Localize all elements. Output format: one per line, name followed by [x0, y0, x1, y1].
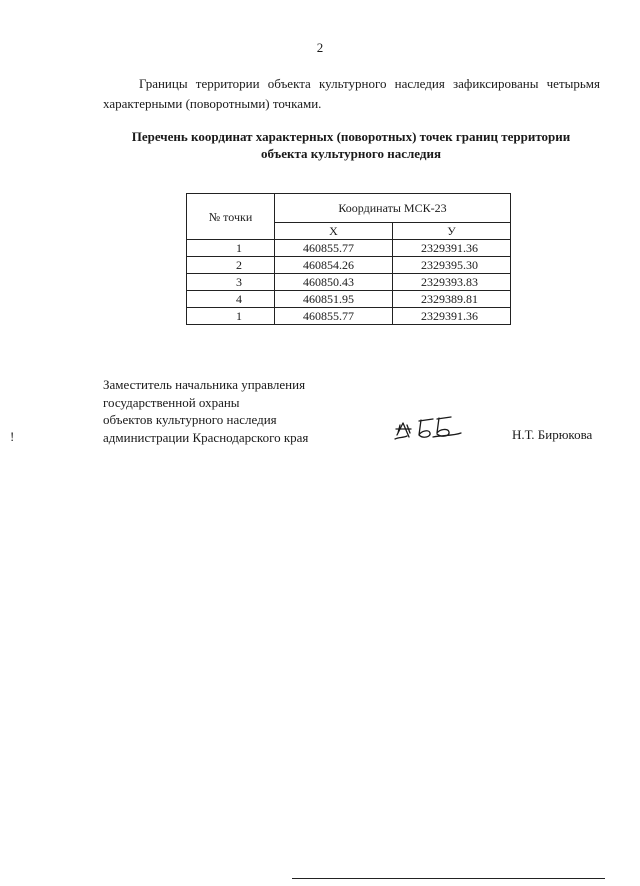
- point-number-cell: 3: [187, 274, 275, 291]
- header-y: У: [393, 223, 511, 240]
- y-coordinate-cell: 2329395.30: [393, 257, 511, 274]
- header-x: X: [275, 223, 393, 240]
- table-row: [187, 257, 511, 274]
- x-coordinate-cell: 460854.26: [275, 257, 393, 274]
- table-row: [187, 291, 511, 308]
- margin-mark: !: [10, 429, 15, 444]
- table-header-row: [187, 194, 511, 223]
- point-number-cell: 1: [187, 308, 275, 325]
- x-coordinate-cell: 460855.77: [275, 240, 393, 257]
- bottom-rule: [292, 878, 605, 879]
- signatory-title-line: государственной охраны: [103, 394, 240, 410]
- coordinates-table: [186, 193, 511, 325]
- section-heading-line-2: объекта культурного наследия: [261, 146, 441, 161]
- table-row: [187, 240, 511, 257]
- intro-paragraph: Границы территории объекта культурного наследия зафиксированы четырьмя характерными (поворотными) точками.: [103, 76, 600, 111]
- x-coordinate-cell: 460850.43: [275, 274, 393, 291]
- signatory-name: Н.Т. Бирюкова: [512, 427, 593, 442]
- page-number: 2: [316, 40, 324, 55]
- handwritten-signature: [393, 413, 465, 443]
- y-coordinate-cell: 2329391.36: [393, 240, 511, 257]
- table-row: [187, 274, 511, 291]
- y-coordinate-cell: 2329389.81: [393, 291, 511, 308]
- header-point-number: № точки: [187, 194, 275, 240]
- point-number-cell: 2: [187, 257, 275, 274]
- signatory-title: [103, 376, 308, 446]
- section-heading: [90, 128, 612, 162]
- x-coordinate-cell: 460851.95: [275, 291, 393, 308]
- y-coordinate-cell: 2329393.83: [393, 274, 511, 291]
- point-number-cell: 1: [187, 240, 275, 257]
- signatory-title-line: Заместитель начальника управления: [103, 377, 306, 392]
- header-coordinates-group: Координаты МСК-23: [275, 194, 511, 223]
- signatory-title-line: объектов культурного наследия: [103, 412, 277, 427]
- x-coordinate-cell: 460855.77: [275, 308, 393, 325]
- point-number-cell: 4: [187, 291, 275, 308]
- signatory-title-line: администрации Краснодарского края: [103, 429, 309, 445]
- section-heading-line-1: Перечень координат характерных (поворотных) точек границ территории: [131, 129, 571, 144]
- y-coordinate-cell: 2329391.36: [393, 308, 511, 325]
- table-row: [187, 308, 511, 325]
